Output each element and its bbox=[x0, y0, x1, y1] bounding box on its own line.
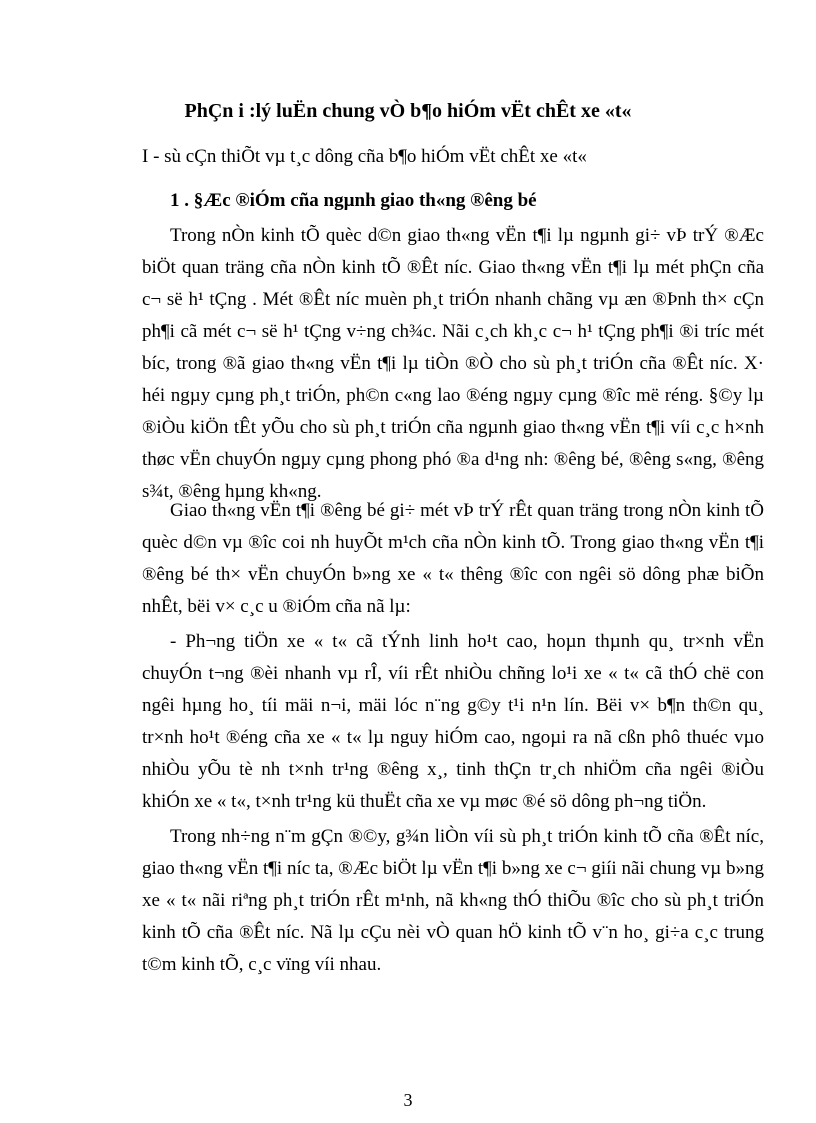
body-paragraph: Trong nh÷ng n¨m gÇn ®©y, g¾n liÒn víi sù ph¸t triÓn kinh tÕ cña ®Êt níc, giao th«ng vËn t¶i níc ta, ®Æc biÖt lµ vËn t¶i b»ng xe c¬ giíi nãi chung vµ b»ng xe « t« nãi riªng ph¸t triÓn rÊt m¹nh, nã kh«ng thÓ thiÕu ®îc cho sù ph¸t triÓn kinh tÕ cña ®Êt níc. Nã lµ cÇu nèi vÒ quan hÖ kinh tÕ v¨n ho¸ gi÷a c¸c trung t©m kinh tÕ, c¸c vïng víi nhau. bbox=[142, 826, 764, 975]
subsection-heading: 1 . §Æc ®iÓm cña ngµnh giao th«ng ®êng bé bbox=[170, 190, 537, 211]
page-number: 3 bbox=[403, 1090, 413, 1110]
body-paragraph: - Ph¬ng tiÖn xe « t« cã tÝnh linh ho¹t cao, hoµn thµnh qu¸ tr×nh vËn chuyÓn t¬ng ®èi nhanh vµ rÎ, víi rÊt nhiÒu chñng lo¹i xe « t« cã thÓ chë con ngêi hµng ho¸ tíi mäi n¬i, mäi lóc n¨ng g©y t¹i n¹n lín. Bëi v× b¶n th©n qu¸ tr×nh ho¹t ®éng cña xe « t« lµ nguy hiÓm cao, ngoµi ra nã cßn phô thuéc vµo nhiÒu yÕu tè nh t×nh tr¹ng ®êng x¸, tinh thÇn tr¸ch nhiÖm cña ngêi ®iÒu khiÓn xe « t«, t×nh tr¹ng kü thuËt cña xe vµ møc ®é sö dông ph¬ng tiÖn. bbox=[142, 631, 764, 812]
chapter-title: PhÇn i :lý luËn chung vÒ b¶o hiÓm vËt chÊt xe «t« bbox=[184, 100, 632, 122]
section-heading: I - sù cÇn thiÕt vµ t¸c dông cña b¶o hiÓm vËt chÊt xe «t« bbox=[142, 146, 587, 167]
body-paragraph: Giao th«ng vËn t¶i ®êng bé gi÷ mét vÞ trÝ rÊt quan träng trong nÒn kinh tÕ quèc d©n vµ ®îc coi nh huyÕt m¹ch cña nÒn kinh tÕ. Trong giao th«ng vËn t¶i ®êng bé th× vËn chuyÓn b»ng xe « t« thêng ®îc con ngêi sö dông phæ biÕn nhÊt, bëi v× c¸c u ®iÓm cña nã lµ: bbox=[142, 500, 764, 617]
body-paragraph: Trong nÒn kinh tÕ quèc d©n giao th«ng vËn t¶i lµ ngµnh gi÷ vÞ trÝ ®Æc biÖt quan träng cña nÒn kinh tÕ ®Êt níc. Giao th«ng vËn t¶i lµ mét phÇn cña c¬ së h¹ tÇng . Mét ®Êt níc muèn ph¸t triÓn nhanh chãng vµ æn ®Þnh th× cÇn ph¶i cã mét c¬ së h¹ tÇng v÷ng ch¾c. Nãi c¸ch kh¸c c¬ h¹ tÇng ph¶i ®i tríc mét bíc, trong ®ã giao th«ng vËn t¶i lµ tiÒn ®Ò cho sù ph¸t triÓn cña ®Êt níc. X· héi ngµy cµng ph¸t triÓn, ph©n c«ng lao ®éng ngµy cµng ®îc më réng. §©y lµ ®iÒu kiÖn tÊt yÕu cho sù ph¸t triÓn cña ngµnh giao th«ng vËn t¶i víi c¸c h×nh thøc vËn chuyÓn ngµy cµng phong phó ®a d¹ng nh: ®êng bé, ®êng s«ng, ®êng s¾t, ®êng hµng kh«ng. bbox=[142, 225, 764, 502]
